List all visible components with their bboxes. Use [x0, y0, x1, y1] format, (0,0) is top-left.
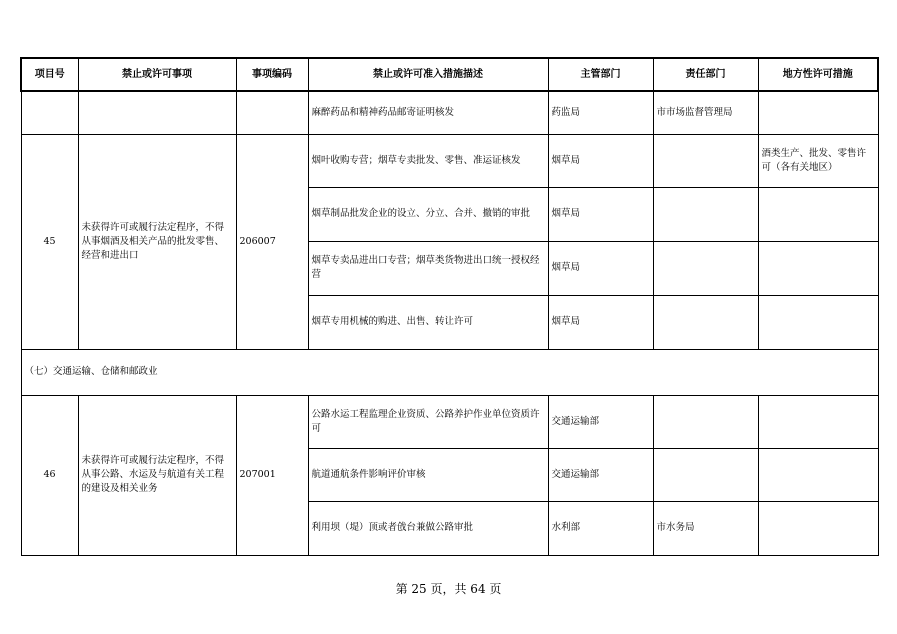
cell-local-measure: 酒类生产、批发、零售许可（各有关地区）	[758, 134, 878, 187]
header-local-measure: 地方性许可措施	[758, 58, 878, 91]
header-matter: 禁止或许可事项	[78, 58, 236, 91]
cell-local-measure	[758, 501, 878, 555]
cell-local-measure	[758, 395, 878, 448]
cell-responsible-dept	[653, 395, 758, 448]
cell-local-measure	[758, 241, 878, 295]
header-code: 事项编码	[236, 58, 308, 91]
section-title: （七）交通运输、仓储和邮政业	[21, 349, 878, 395]
cell-competent-dept: 药监局	[548, 91, 653, 134]
regulation-table	[20, 57, 879, 556]
table-row	[21, 134, 878, 187]
cell-local-measure	[758, 295, 878, 349]
cell-local-measure	[758, 187, 878, 241]
table-row	[21, 91, 878, 134]
cell-competent-dept: 烟草局	[548, 295, 653, 349]
cell-local-measure	[758, 91, 878, 134]
header-measure: 禁止或许可准入措施描述	[308, 58, 548, 91]
cell-code	[236, 91, 308, 134]
cell-competent-dept: 烟草局	[548, 241, 653, 295]
cell-responsible-dept: 市水务局	[653, 501, 758, 555]
cell-responsible-dept	[653, 187, 758, 241]
cell-code: 207001	[236, 395, 308, 555]
cell-item-no	[21, 91, 78, 134]
cell-responsible-dept: 市市场监督管理局	[653, 91, 758, 134]
cell-matter: 未获得许可或履行法定程序，不得从事烟酒及相关产品的批发零售、经营和进出口	[78, 134, 236, 349]
cell-responsible-dept	[653, 134, 758, 187]
cell-measure: 烟草专用机械的购进、出售、转让许可	[308, 295, 548, 349]
cell-code: 206007	[236, 134, 308, 349]
cell-responsible-dept	[653, 448, 758, 501]
table-header-row	[21, 58, 878, 91]
header-item-no: 项目号	[21, 58, 78, 91]
cell-measure: 烟叶收购专营；烟草专卖批发、零售、准运证核发	[308, 134, 548, 187]
cell-measure: 烟草专卖品进出口专营；烟草类货物进出口统一授权经营	[308, 241, 548, 295]
cell-measure: 烟草制品批发企业的设立、分立、合并、撤销的审批	[308, 187, 548, 241]
cell-matter: 未获得许可或履行法定程序，不得从事公路、水运及与航道有关工程的建设及相关业务	[78, 395, 236, 555]
cell-responsible-dept	[653, 295, 758, 349]
cell-competent-dept: 烟草局	[548, 187, 653, 241]
cell-competent-dept: 烟草局	[548, 134, 653, 187]
cell-local-measure	[758, 448, 878, 501]
section-row	[21, 349, 878, 395]
header-responsible-dept: 责任部门	[653, 58, 758, 91]
cell-competent-dept: 交通运输部	[548, 395, 653, 448]
cell-responsible-dept	[653, 241, 758, 295]
header-competent-dept: 主管部门	[548, 58, 653, 91]
cell-measure: 航道通航条件影响评价审核	[308, 448, 548, 501]
cell-competent-dept: 交通运输部	[548, 448, 653, 501]
cell-matter	[78, 91, 236, 134]
table-row	[21, 395, 878, 448]
cell-item-no: 46	[21, 395, 78, 555]
cell-item-no: 45	[21, 134, 78, 349]
page-number-footer: 第 25 页，共 64 页	[395, 582, 502, 596]
cell-competent-dept: 水利部	[548, 501, 653, 555]
cell-measure: 公路水运工程监理企业资质、公路养护作业单位资质许可	[308, 395, 548, 448]
cell-measure: 利用坝（堤）顶或者戗台兼做公路审批	[308, 501, 548, 555]
cell-measure: 麻醉药品和精神药品邮寄证明核发	[308, 91, 548, 134]
